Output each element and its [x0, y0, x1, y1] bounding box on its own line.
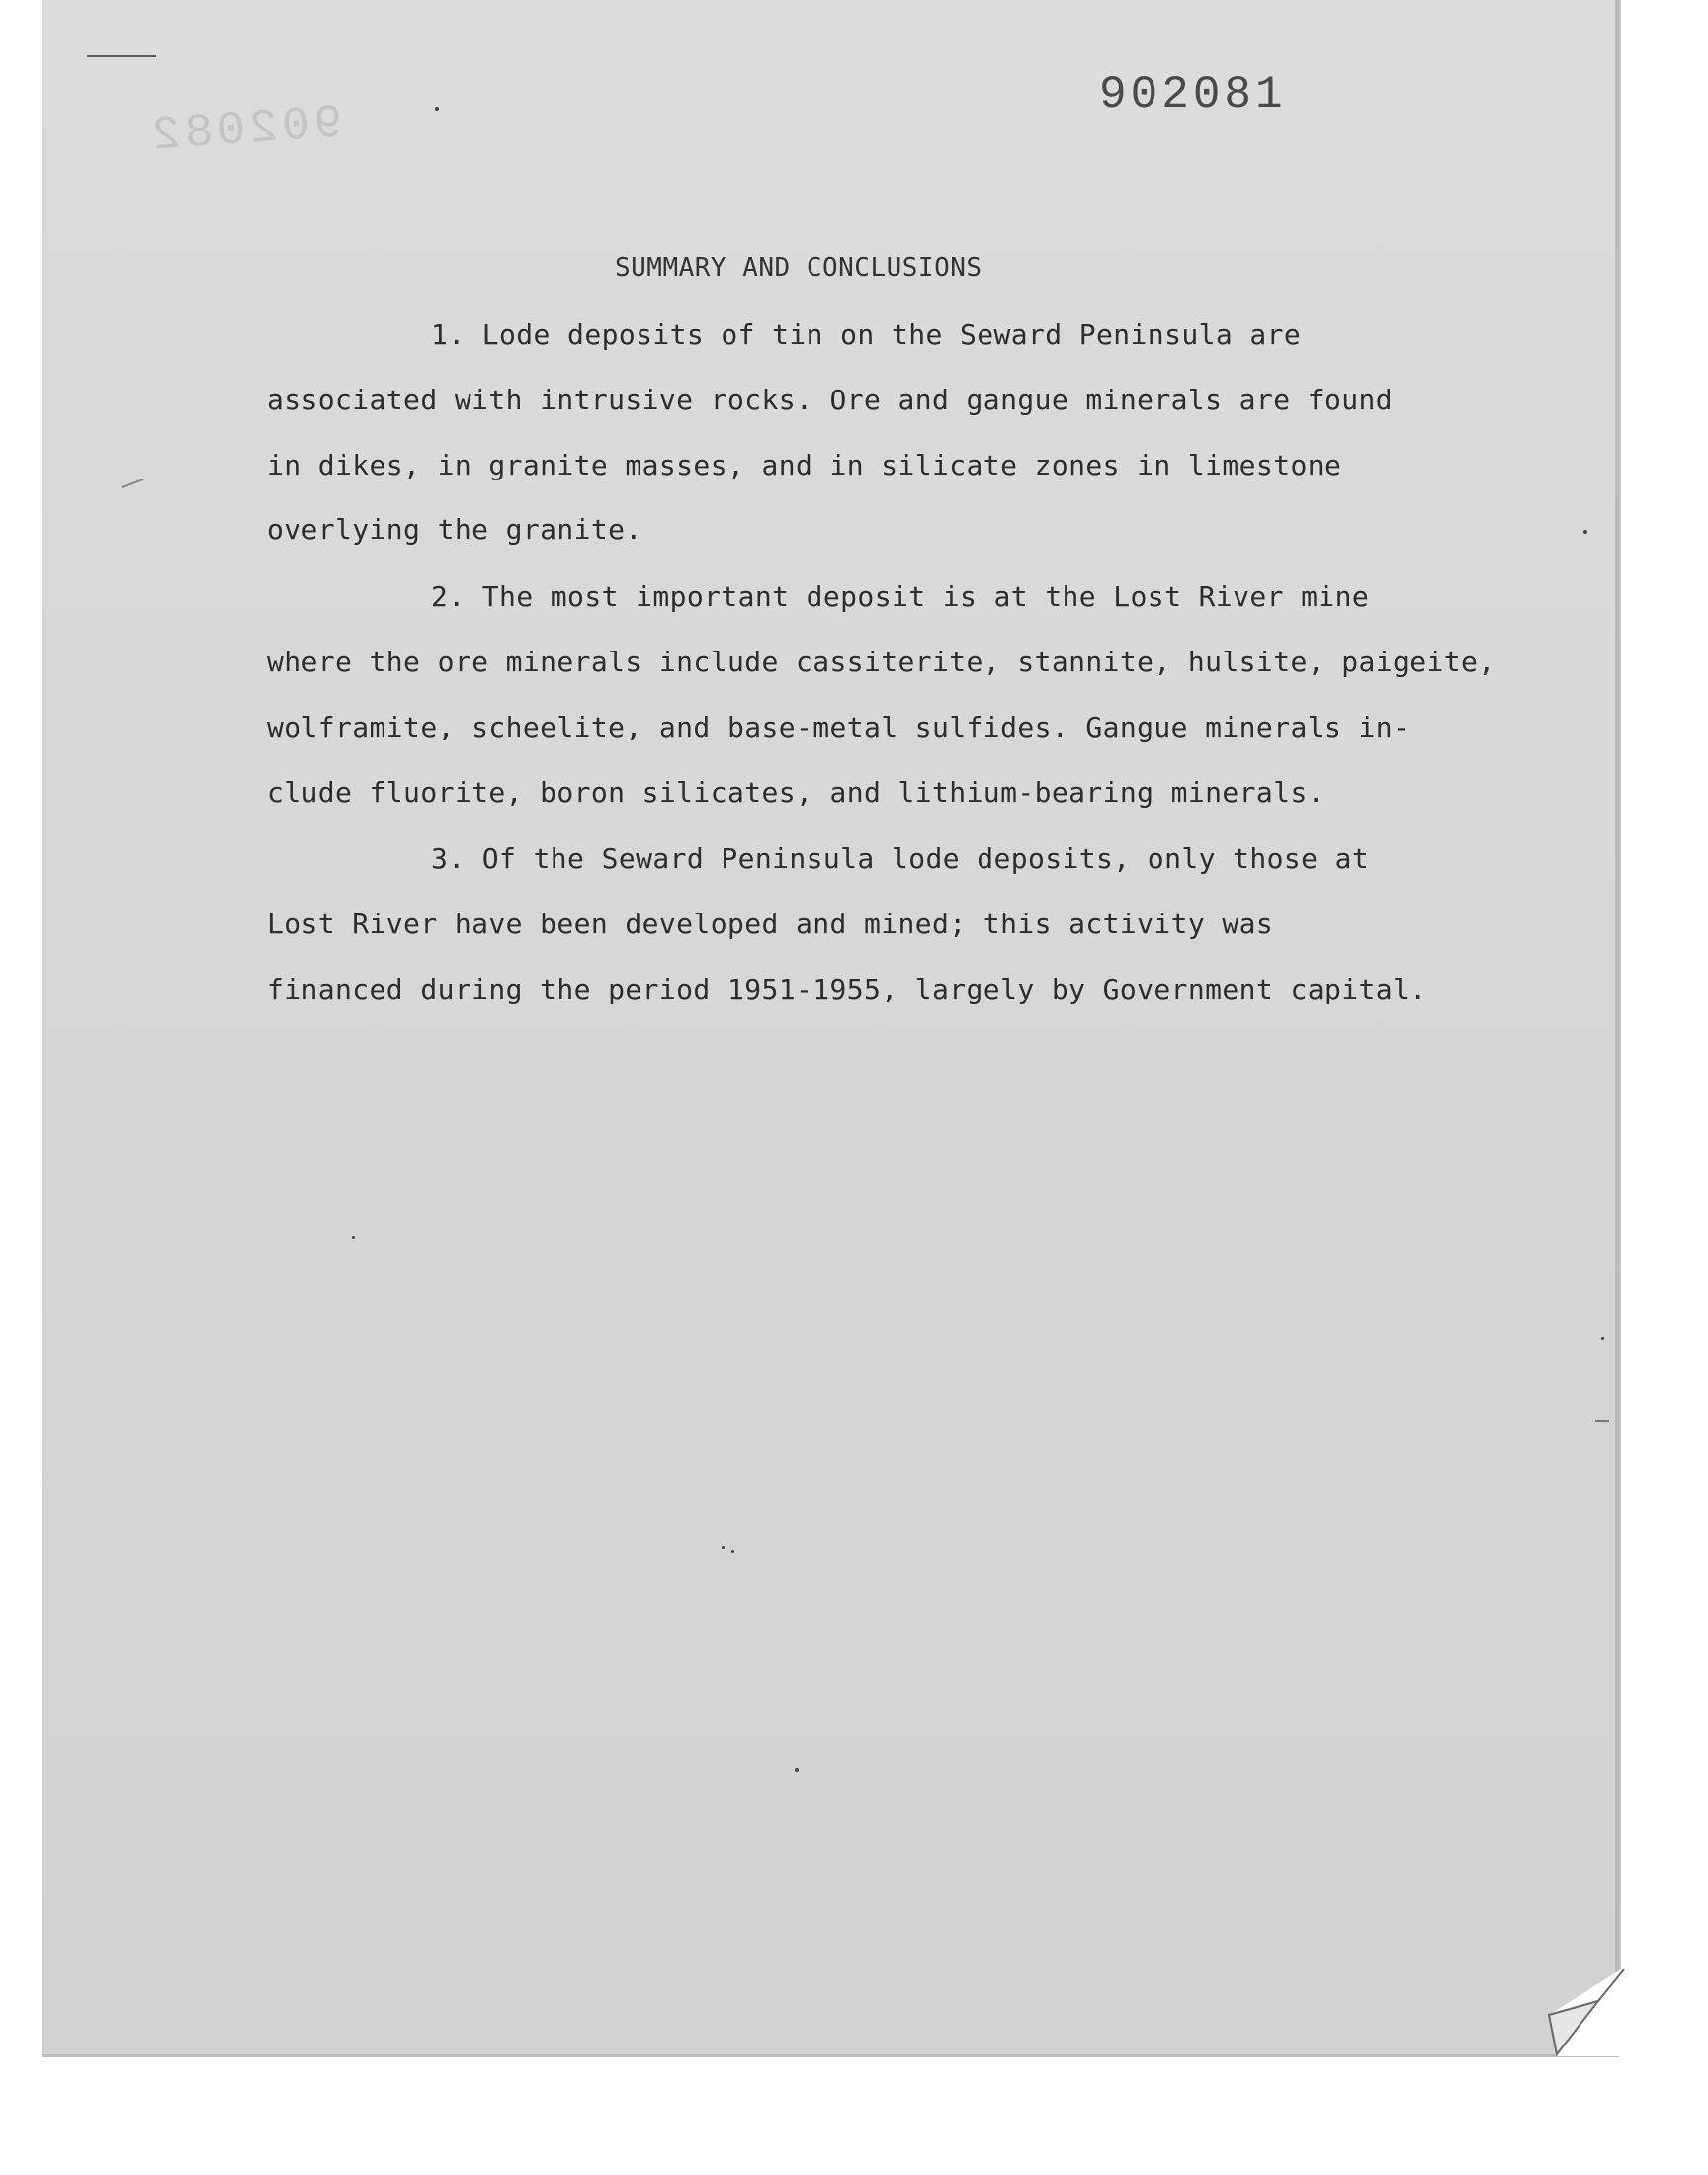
page-number: 902081: [1099, 69, 1287, 121]
paragraph-2-line-3: wolframite, scheelite, and base-metal sulfides. Gangue minerals in-: [267, 711, 1410, 743]
scan-speck: [1583, 530, 1587, 534]
paragraph-3-line-1: 3. Of the Seward Peninsula lode deposits, only those at: [431, 842, 1370, 875]
scanned-page: [42, 0, 1619, 2054]
stray-mark-right: [1595, 1420, 1609, 1422]
paragraph-2-line-4: clude fluorite, boron silicates, and lithium-bearing minerals.: [267, 776, 1324, 809]
paragraph-1-line-2: associated with intrusive rocks. Ore and gangue minerals are found: [267, 384, 1393, 416]
stray-mark-top-left: [87, 55, 156, 57]
folded-corner: [1547, 1967, 1626, 2056]
paragraph-2-line-1: 2. The most important deposit is at the Lost River mine: [431, 580, 1370, 613]
scan-speck: [795, 1768, 799, 1772]
paragraph-3-line-3: financed during the period 1951-1955, largely by Government capital.: [267, 973, 1427, 1005]
paragraph-2-line-2: where the ore minerals include cassiterite, stannite, hulsite, paigeite,: [267, 646, 1495, 678]
page-edge: [1615, 0, 1619, 2054]
document-title: SUMMARY AND CONCLUSIONS: [615, 253, 982, 283]
scan-speck: [1601, 1337, 1604, 1340]
scan-speck: [731, 1550, 734, 1553]
paragraph-1-line-3: in dikes, in granite masses, and in silicate zones in limestone: [267, 449, 1342, 481]
scan-speck: [352, 1236, 355, 1239]
bleed-through-page-number: 902082: [146, 97, 345, 164]
paragraph-1-line-4: overlying the granite.: [267, 513, 642, 546]
paragraph-1-line-1: 1. Lode deposits of tin on the Seward Peninsula are: [431, 318, 1302, 351]
scan-speck: [722, 1546, 725, 1549]
scan-speck: [435, 107, 439, 111]
paragraph-3-line-2: Lost River have been developed and mined; this activity was: [267, 908, 1274, 940]
